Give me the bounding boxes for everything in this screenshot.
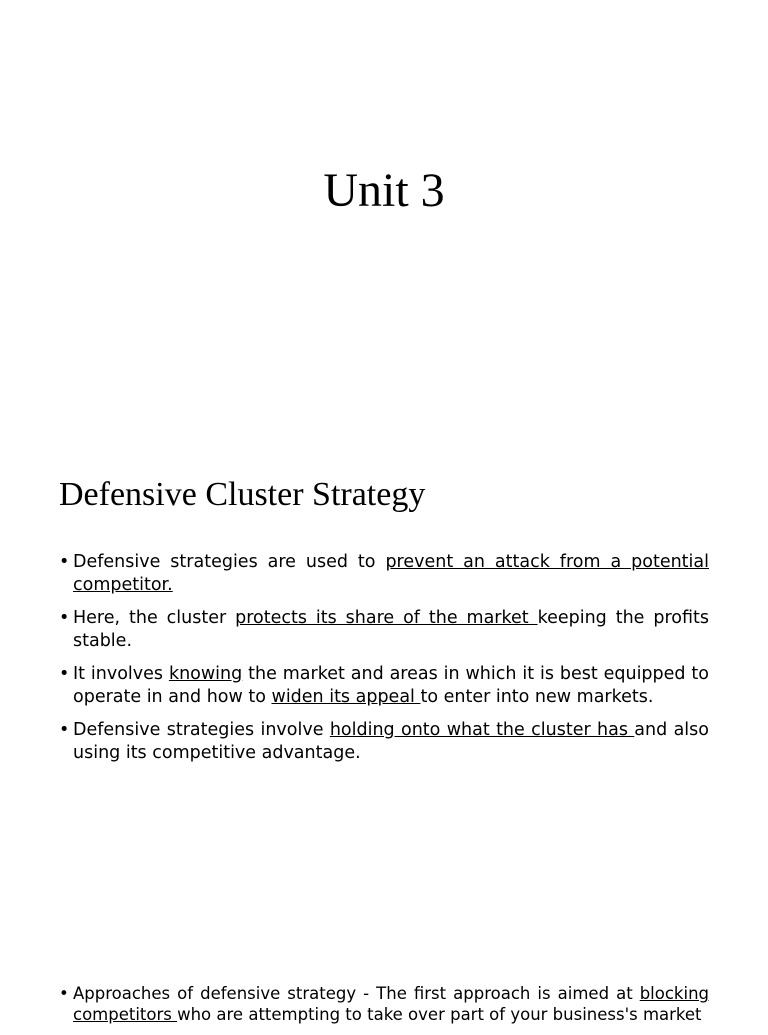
underlined-phrase: holding onto what the cluster has <box>329 720 635 740</box>
underlined-phrase: prevent an attack from a potential competitor. <box>73 552 709 595</box>
underlined-phrase: widen its appeal <box>271 687 421 707</box>
underlined-phrase: knowing <box>168 664 243 684</box>
bullet-item: • It involves knowing the market and areas in which it is best equipped to operate in and how to widen its appeal to enter into new markets. <box>59 663 709 709</box>
bullet-item: • Here, the cluster protects its share of the market keeping the profits stable. <box>59 607 709 653</box>
slide-approaches <box>0 864 768 1024</box>
bullet-item: • Defensive strategies involve holding onto what the cluster has and also using its competitive advantage. <box>59 719 709 765</box>
bullet-list <box>59 551 709 775</box>
slide-heading: Defensive Cluster Strategy <box>59 476 426 513</box>
slide-defensive-cluster-strategy <box>0 432 768 864</box>
bullet-item: • Approaches of defensive strategy - The first approach is aimed at blocking competitors who are attempting to take over part of your business's market <box>59 983 709 1025</box>
underlined-phrase: blocking competitors <box>73 984 709 1024</box>
underlined-phrase: protects its share of the market <box>235 608 538 628</box>
bullet-item: • Defensive strategies are used to prevent an attack from a potential competitor. <box>59 551 709 597</box>
slide-title <box>0 0 768 432</box>
bullet-list <box>59 983 709 1035</box>
slide-title-text: Unit 3 <box>323 164 445 217</box>
